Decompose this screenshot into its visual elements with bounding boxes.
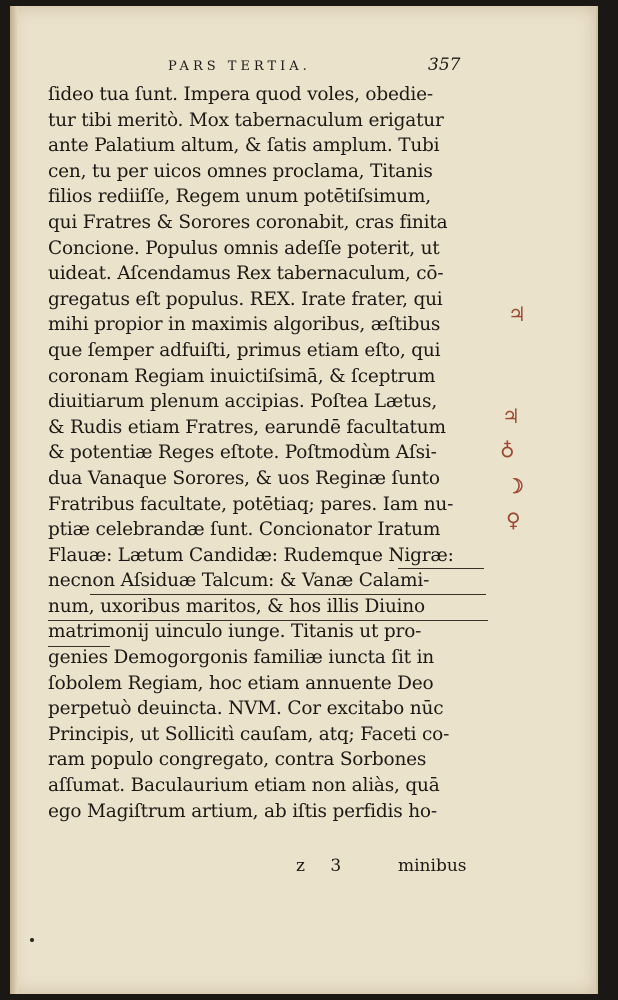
marginal-annotation: ♁ — [500, 436, 515, 460]
text-line: dua Vanaque Sorores, & uos Reginæ ſunto — [48, 467, 440, 489]
text-line: ſobolem Regiam, hoc etiam annuente Deo — [48, 672, 434, 694]
text-line: mihi propior in maximis algoribus, æſtibus — [48, 314, 441, 336]
text-line: & potentiæ Reges eſtote. Poſtmodùm Aſsi- — [48, 442, 437, 464]
text-line: que ſemper adfuiſti, primus etiam eſto, qui — [48, 339, 441, 361]
text-line: uideat. Aſcendamus Rex tabernaculum, cō- — [48, 263, 444, 285]
text-line: necnon Aſsiduæ Talcum: & Vanæ Calami- — [48, 570, 430, 592]
text-line: ram populo congregato, contra Sorbones — [48, 749, 427, 771]
page-spine-shadow — [10, 6, 18, 994]
running-head: PARS TERTIA. — [168, 59, 311, 74]
text-line: Concione. Populus omnis adeſſe poterit, ut — [48, 237, 440, 259]
text-line: ego Magiſtrum artium, ab iſtis perfidis ho- — [48, 800, 437, 822]
text-line: gregatus eſt populus. REX. Irate frater, qui — [48, 288, 443, 310]
text-line: coronam Regiam inuictiſsimā, & ſceptrum — [48, 365, 436, 387]
handwritten-underline — [398, 568, 484, 569]
text-line: ante Palatium altum, & ſatis amplum. Tubi — [48, 135, 440, 157]
marginal-annotation: ♃ — [508, 302, 526, 326]
text-line: genies Demogorgonis familiæ iuncta ſit in — [48, 647, 435, 669]
body-text — [48, 82, 508, 824]
handwritten-underline — [48, 646, 110, 647]
text-line: tur tibi meritò. Mox tabernaculum erigatur — [48, 109, 444, 131]
marginal-annotation: ☽ — [506, 474, 524, 498]
handwritten-underline — [90, 594, 486, 595]
page-number: 357 — [428, 55, 461, 75]
text-line: num, uxoribus maritos, & hos illis Diuino — [48, 595, 425, 617]
handwritten-underline — [48, 620, 488, 621]
marginal-annotation: ♀ — [506, 508, 521, 532]
catchword: minibus — [398, 856, 467, 876]
paper-speck — [30, 938, 34, 942]
signature-mark: z 3 — [296, 856, 352, 876]
text-line: cen, tu per uicos omnes proclama, Titanis — [48, 160, 433, 182]
text-line: Principis, ut Sollicitì cauſam, atq; Faceti co- — [48, 723, 450, 745]
text-line: qui Fratres & Sorores coronabit, cras finita — [48, 211, 448, 233]
text-line: matrimonij uinculo iunge. Titanis ut pro- — [48, 621, 422, 643]
text-line: ſideo tua ſunt. Impera quod voles, obedie- — [48, 84, 433, 105]
text-line: Fratribus facultate, potētiaq; pares. Iam nu- — [48, 493, 454, 515]
book-page — [10, 6, 598, 994]
text-line: diuitiarum plenum accipias. Poſtea Lætus, — [48, 391, 437, 413]
text-line: & Rudis etiam Fratres, earundē facultatum — [48, 416, 446, 438]
text-line: perpetuò deuincta. NVM. Cor excitabo nūc — [48, 698, 444, 720]
marginal-annotation: ♃ — [502, 404, 520, 428]
text-line: ptiæ celebrandæ ſunt. Concionator Iratum — [48, 519, 441, 541]
text-line: Flauæ: Lætum Candidæ: Rudemque Nigræ: — [48, 544, 454, 566]
text-line: aſſumat. Baculaurium etiam non aliàs, quā — [48, 775, 440, 797]
text-line: filios rediiſſe, Regem unum potētiſsimum, — [48, 186, 431, 208]
